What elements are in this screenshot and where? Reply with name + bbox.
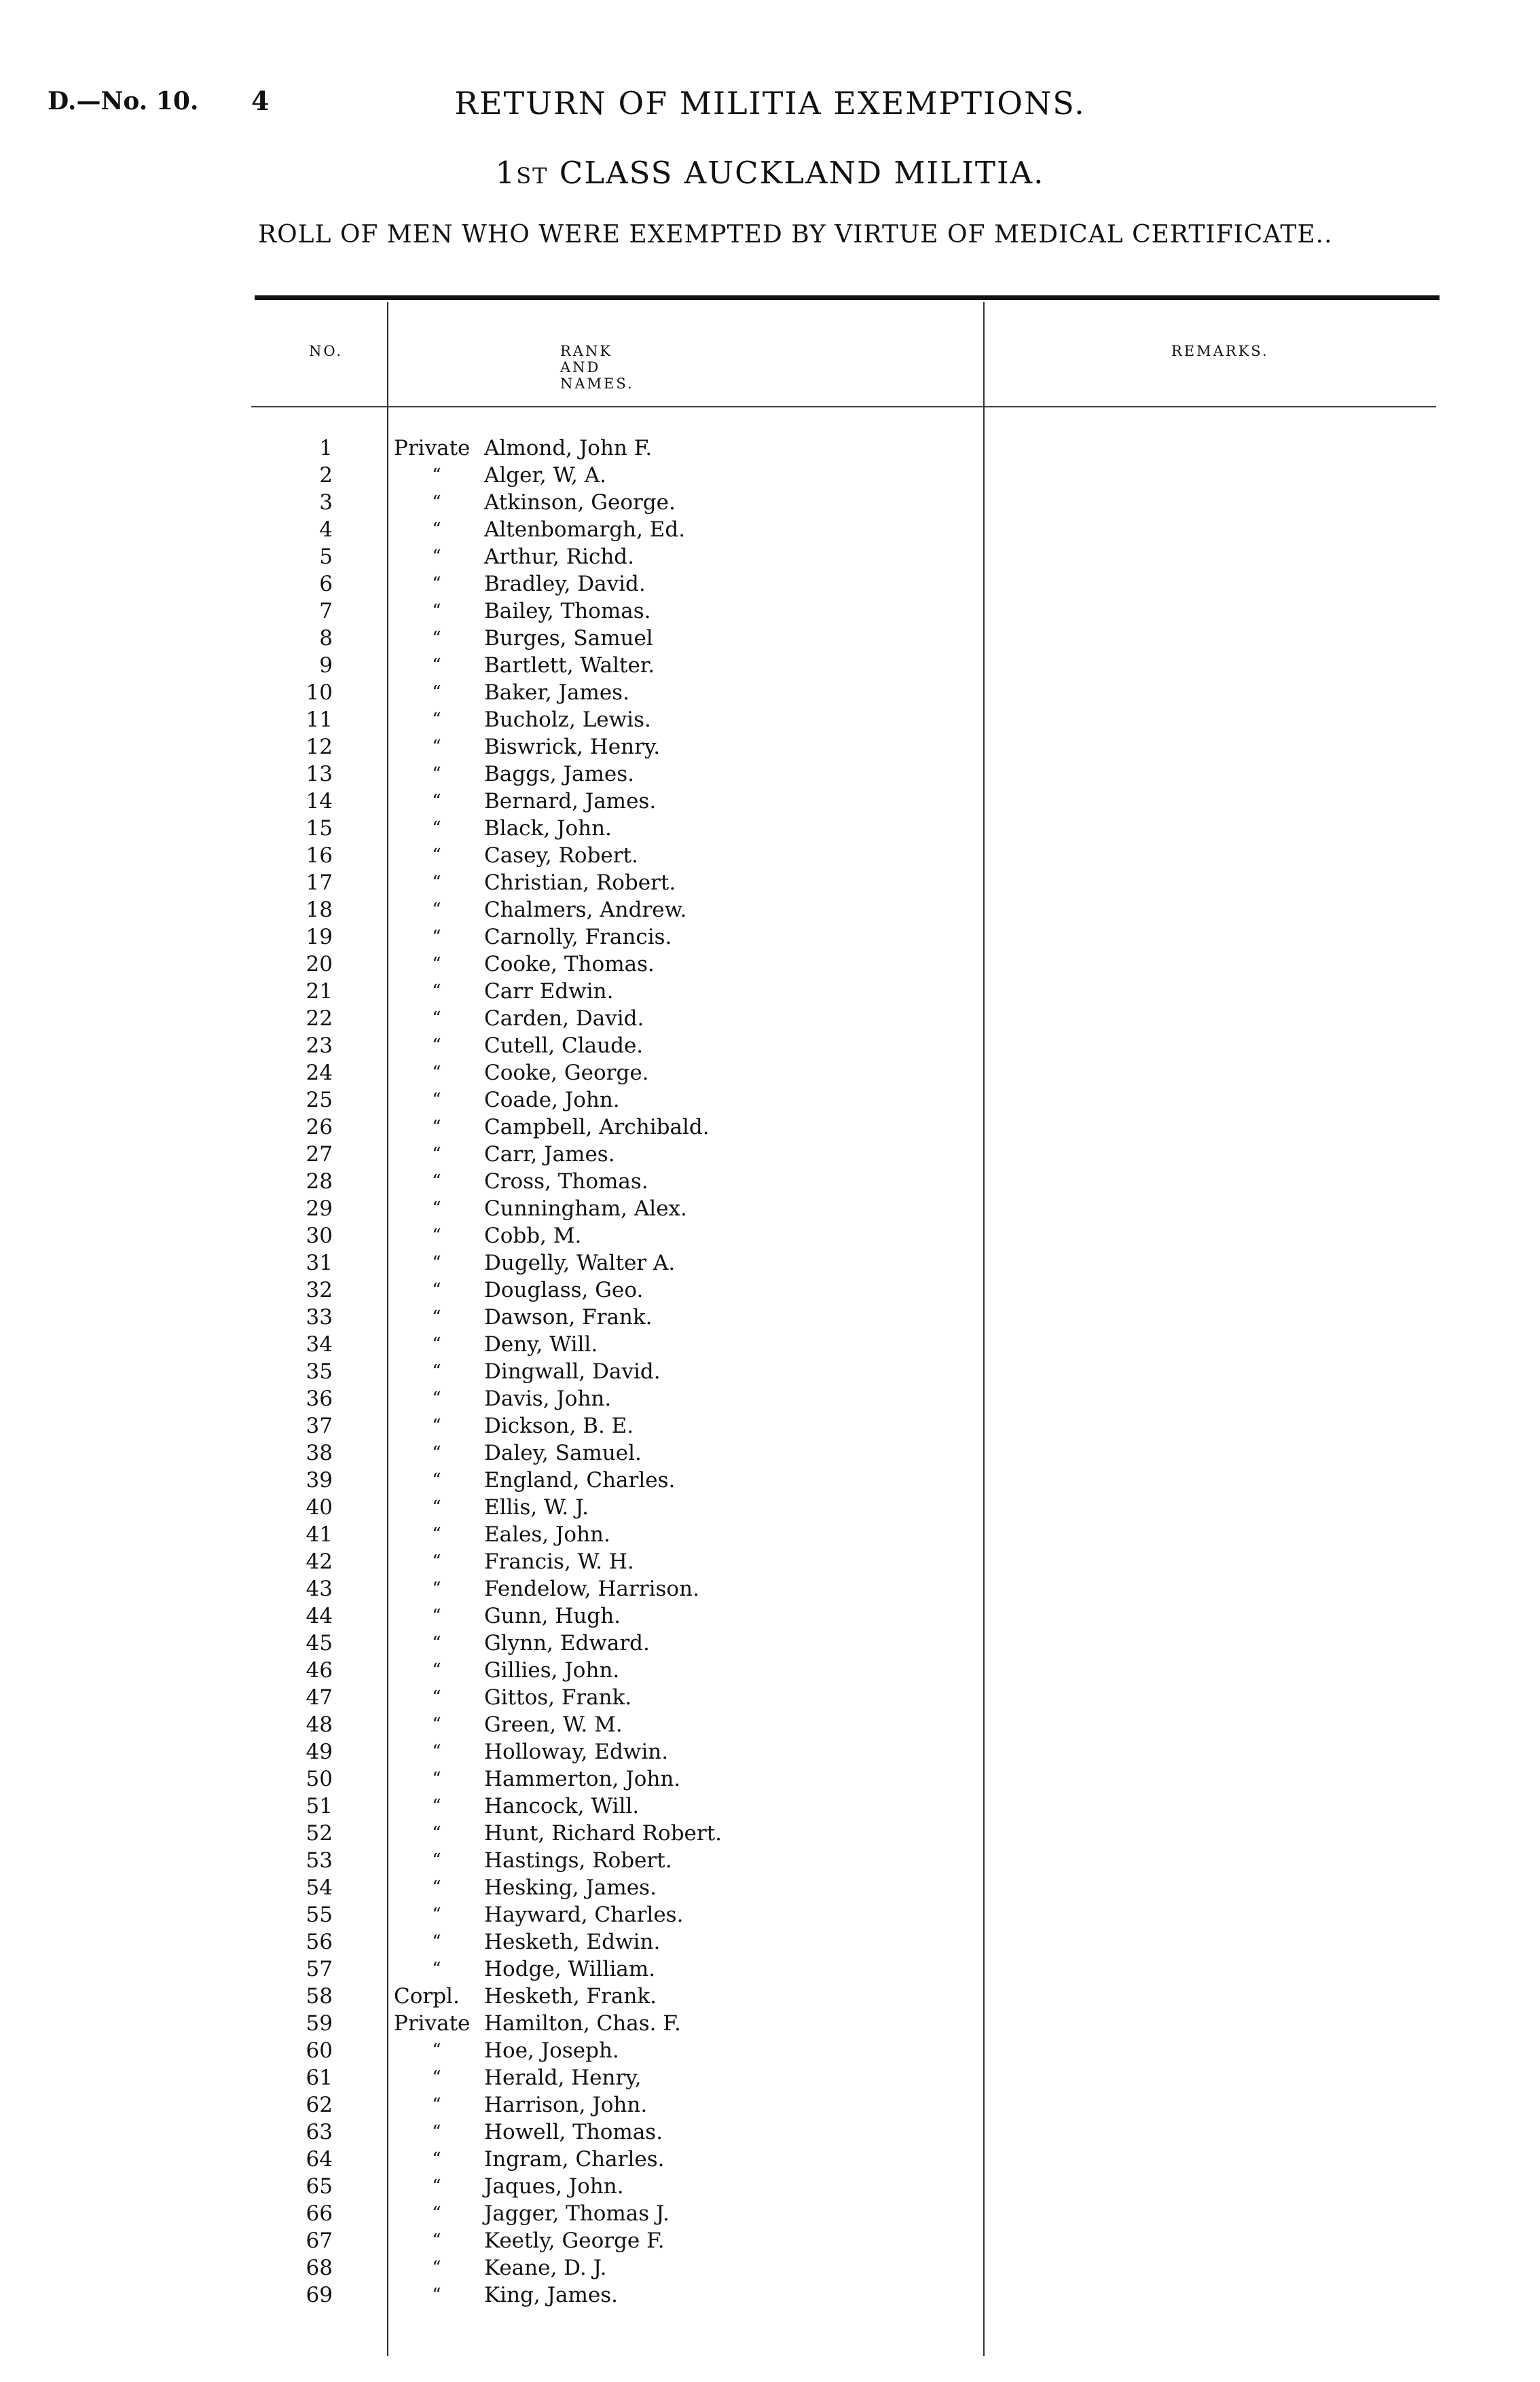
table-row <box>0 2064 1540 2091</box>
row-rank: “ <box>432 1552 441 1572</box>
row-number: 58 <box>306 1984 333 2009</box>
row-number: 60 <box>306 2038 333 2063</box>
row-number: 11 <box>306 708 333 732</box>
row-number: 13 <box>306 762 333 786</box>
roll-table-body <box>0 435 1540 2309</box>
row-name: Gunn, Hugh. <box>484 1604 621 1628</box>
table-row <box>0 1928 1540 1956</box>
table-row <box>0 896 1540 923</box>
row-name: Hastings, Robert. <box>484 1848 672 1873</box>
section-heading: ROLL OF MEN WHO WERE EXEMPTED BY VIRTUE OF MEDICAL CERTIFICATE.. <box>258 221 1333 249</box>
table-row <box>0 1901 1540 1928</box>
page-number: 4 <box>251 86 270 116</box>
table-row <box>0 1793 1540 1820</box>
subtitle-rest: CLASS AUCKLAND MILITIA. <box>548 155 1045 191</box>
row-number: 68 <box>306 2256 333 2280</box>
table-row <box>0 1738 1540 1765</box>
row-name: Jagger, Thomas J. <box>484 2201 670 2226</box>
row-number: 8 <box>319 626 333 651</box>
table-row <box>0 2037 1540 2064</box>
table-row <box>0 788 1540 815</box>
row-rank: “ <box>432 2176 441 2197</box>
row-number: 38 <box>306 1441 333 1465</box>
row-name: Cobb, M. <box>484 1224 582 1248</box>
row-rank: “ <box>432 1307 441 1327</box>
row-rank: “ <box>432 927 441 947</box>
table-row <box>0 1195 1540 1222</box>
table-row <box>0 1304 1540 1331</box>
row-number: 52 <box>306 1821 333 1846</box>
row-name: Hunt, Richard Robert. <box>484 1821 722 1846</box>
table-row <box>0 1249 1540 1277</box>
table-row <box>0 489 1540 516</box>
row-number: 48 <box>306 1712 333 1737</box>
row-name: Hammerton, John. <box>484 1767 681 1791</box>
document-subtitle <box>0 155 1540 191</box>
table-row <box>0 706 1540 733</box>
row-name: Gittos, Frank. <box>484 1685 632 1710</box>
row-rank: “ <box>432 1063 441 1083</box>
row-rank: “ <box>432 1036 441 1056</box>
table-row <box>0 1032 1540 1059</box>
row-rank: “ <box>432 1253 441 1273</box>
row-number: 42 <box>306 1550 333 1574</box>
table-top-rule <box>255 295 1440 300</box>
row-rank: “ <box>432 1850 441 1871</box>
row-name: Hayward, Charles. <box>484 1903 684 1927</box>
table-row <box>0 435 1540 462</box>
row-number: 15 <box>306 816 333 841</box>
row-rank: “ <box>432 1715 441 1735</box>
row-number: 69 <box>306 2283 333 2307</box>
row-number: 29 <box>306 1196 333 1221</box>
row-name: Hodge, William. <box>484 1957 656 1981</box>
row-rank: “ <box>432 492 441 513</box>
row-name: Cooke, Thomas. <box>484 952 655 976</box>
row-rank: “ <box>432 547 441 567</box>
row-rank: Private <box>394 436 471 460</box>
row-name: Alger, W, A. <box>484 463 607 488</box>
row-rank: “ <box>432 2068 441 2088</box>
row-rank: “ <box>432 1633 441 1653</box>
row-number: 26 <box>306 1115 333 1139</box>
row-rank: “ <box>432 1171 441 1192</box>
row-rank: “ <box>432 1932 441 1952</box>
row-number: 7 <box>319 599 333 623</box>
row-name: Howell, Thomas. <box>484 2120 663 2144</box>
row-name: Davis, John. <box>484 1387 612 1411</box>
table-row <box>0 1711 1540 1738</box>
row-rank: “ <box>432 1117 441 1137</box>
table-row <box>0 1331 1540 1358</box>
table-row <box>0 652 1540 679</box>
row-name: Hesking, James. <box>484 1875 657 1900</box>
row-name: Almond, John F. <box>484 436 653 460</box>
row-number: 61 <box>306 2066 333 2090</box>
row-name: Coade, John. <box>484 1088 620 1112</box>
row-number: 46 <box>306 1658 333 1683</box>
row-number: 5 <box>319 545 333 569</box>
row-number: 28 <box>306 1169 333 1194</box>
row-name: Deny, Will. <box>484 1332 598 1357</box>
row-rank: “ <box>432 1606 441 1626</box>
row-number: 49 <box>306 1740 333 1764</box>
table-row <box>0 869 1540 896</box>
row-number: 67 <box>306 2229 333 2253</box>
row-rank: “ <box>432 655 441 676</box>
row-rank: “ <box>432 2258 441 2278</box>
row-rank: “ <box>432 1443 441 1463</box>
row-number: 24 <box>306 1061 333 1085</box>
row-name: Cutell, Claude. <box>484 1033 644 1058</box>
row-number: 65 <box>306 2174 333 2199</box>
row-rank: “ <box>432 1008 441 1029</box>
row-rank: “ <box>432 2149 441 2169</box>
table-row <box>0 978 1540 1005</box>
row-name: Cooke, George. <box>484 1061 649 1085</box>
row-name: Bernard, James. <box>484 789 657 813</box>
row-name: Eales, John. <box>484 1522 610 1547</box>
row-rank: “ <box>432 791 441 811</box>
row-rank: “ <box>432 1579 441 1599</box>
row-rank: “ <box>432 2285 441 2305</box>
row-name: Carr Edwin. <box>484 979 614 1004</box>
row-name: Hesketh, Frank. <box>484 1984 657 2009</box>
row-rank: “ <box>432 1389 441 1409</box>
row-number: 56 <box>306 1930 333 1954</box>
row-number: 25 <box>306 1088 333 1112</box>
row-rank: “ <box>432 628 441 648</box>
row-rank: “ <box>432 1823 441 1844</box>
row-number: 66 <box>306 2201 333 2226</box>
table-row <box>0 2200 1540 2227</box>
row-rank: “ <box>432 2122 441 2142</box>
row-number: 12 <box>306 735 333 759</box>
table-row <box>0 1385 1540 1412</box>
row-number: 33 <box>306 1305 333 1330</box>
row-name: Hoe, Joseph. <box>484 2038 619 2063</box>
row-number: 43 <box>306 1577 333 1601</box>
row-rank: “ <box>432 1742 441 1762</box>
table-row <box>0 1086 1540 1114</box>
table-row <box>0 951 1540 978</box>
row-name: Burges, Samuel <box>484 626 653 651</box>
row-number: 20 <box>306 952 333 976</box>
row-rank: “ <box>432 465 441 485</box>
table-row <box>0 1684 1540 1711</box>
table-row <box>0 2173 1540 2200</box>
row-name: Campbell, Archibald. <box>484 1115 710 1139</box>
table-row <box>0 2254 1540 2282</box>
row-rank: “ <box>432 2040 441 2061</box>
row-name: Holloway, Edwin. <box>484 1740 669 1764</box>
row-rank: “ <box>432 1361 441 1382</box>
row-name: Altenbomargh, Ed. <box>484 517 686 542</box>
row-name: Hancock, Will. <box>484 1794 640 1818</box>
row-name: Harrison, John. <box>484 2093 648 2117</box>
table-row <box>0 1494 1540 1521</box>
table-row <box>0 1575 1540 1602</box>
table-row <box>0 1548 1540 1575</box>
row-rank: “ <box>432 873 441 893</box>
column-header-no: NO. <box>309 343 344 359</box>
row-name: Daley, Samuel. <box>484 1441 642 1465</box>
subtitle-prefix: 1 <box>495 155 517 191</box>
table-row <box>0 462 1540 489</box>
row-number: 62 <box>306 2093 333 2117</box>
table-row <box>0 1765 1540 1793</box>
table-row <box>0 2119 1540 2146</box>
row-name: Keane, D. J. <box>484 2256 607 2280</box>
row-name: Gillies, John. <box>484 1658 620 1683</box>
row-name: Glynn, Edward. <box>484 1631 650 1655</box>
row-rank: “ <box>432 1416 441 1436</box>
row-number: 22 <box>306 1006 333 1031</box>
page-id: D.—No. 10. <box>48 87 199 115</box>
row-name: Casey, Robert. <box>484 843 638 868</box>
row-name: Ellis, W. J. <box>484 1495 589 1520</box>
row-name: Cunningham, Alex. <box>484 1196 687 1221</box>
row-number: 45 <box>306 1631 333 1655</box>
subtitle-ordinal: ST <box>516 163 549 189</box>
row-name: Jaques, John. <box>484 2174 624 2199</box>
row-name: Baggs, James. <box>484 762 634 786</box>
row-rank: “ <box>432 1226 441 1246</box>
row-name: Dawson, Frank. <box>484 1305 653 1330</box>
row-rank: “ <box>432 1959 441 1979</box>
row-number: 40 <box>306 1495 333 1520</box>
row-rank: “ <box>432 1769 441 1789</box>
row-name: Arthur, Richd. <box>484 545 634 569</box>
row-name: Herald, Henry, <box>484 2066 642 2090</box>
row-rank: Private <box>394 2011 471 2036</box>
row-number: 27 <box>306 1142 333 1167</box>
table-row <box>0 1141 1540 1168</box>
row-number: 3 <box>319 490 333 515</box>
row-name: Bailey, Thomas. <box>484 599 651 623</box>
row-rank: “ <box>432 601 441 621</box>
row-rank: “ <box>432 1660 441 1681</box>
table-row <box>0 1114 1540 1141</box>
table-row <box>0 1222 1540 1249</box>
row-number: 59 <box>306 2011 333 2036</box>
table-row <box>0 1358 1540 1385</box>
row-number: 39 <box>306 1468 333 1492</box>
row-number: 34 <box>306 1332 333 1357</box>
table-row <box>0 1657 1540 1684</box>
table-row <box>0 2091 1540 2119</box>
row-rank: “ <box>432 2095 441 2115</box>
table-row <box>0 1874 1540 1901</box>
row-number: 41 <box>306 1522 333 1547</box>
row-rank: “ <box>432 1905 441 1925</box>
table-row <box>0 842 1540 869</box>
row-rank: “ <box>432 1470 441 1490</box>
row-name: King, James. <box>484 2283 619 2307</box>
table-row <box>0 815 1540 842</box>
row-rank: “ <box>432 2203 441 2224</box>
row-number: 1 <box>319 436 333 460</box>
table-row <box>0 1630 1540 1657</box>
table-row <box>0 625 1540 652</box>
row-name: Hesketh, Edwin. <box>484 1930 661 1954</box>
row-number: 17 <box>306 871 333 895</box>
row-rank: “ <box>432 845 441 866</box>
table-header-rule <box>251 406 1436 407</box>
table-row <box>0 570 1540 598</box>
row-rank: “ <box>432 1090 441 1110</box>
row-name: Dugelly, Walter A. <box>484 1251 676 1275</box>
row-name: Chalmers, Andrew. <box>484 898 687 922</box>
row-number: 55 <box>306 1903 333 1927</box>
row-number: 47 <box>306 1685 333 1710</box>
row-number: 16 <box>306 843 333 868</box>
table-row <box>0 1956 1540 1983</box>
table-row <box>0 543 1540 570</box>
table-row <box>0 1983 1540 2010</box>
row-rank: “ <box>432 519 441 540</box>
row-rank: “ <box>432 1198 441 1219</box>
row-name: Carden, David. <box>484 1006 644 1031</box>
row-number: 53 <box>306 1848 333 1873</box>
row-number: 21 <box>306 979 333 1004</box>
row-name: Bartlett, Walter. <box>484 653 655 678</box>
row-rank: “ <box>432 1524 441 1545</box>
row-number: 4 <box>319 517 333 542</box>
row-number: 9 <box>319 653 333 678</box>
row-number: 50 <box>306 1767 333 1791</box>
column-header-rank-names: RANK AND NAMES. <box>560 343 634 392</box>
row-rank: “ <box>432 737 441 757</box>
row-number: 32 <box>306 1278 333 1302</box>
row-name: Bradley, David. <box>484 572 646 596</box>
row-name: Francis, W. H. <box>484 1550 634 1574</box>
row-rank: “ <box>432 1687 441 1708</box>
row-number: 19 <box>306 925 333 949</box>
table-row <box>0 598 1540 625</box>
row-number: 23 <box>306 1033 333 1058</box>
row-number: 2 <box>319 463 333 488</box>
row-rank: “ <box>432 764 441 784</box>
row-name: Douglass, Geo. <box>484 1278 644 1302</box>
row-number: 6 <box>319 572 333 596</box>
document-title: RETURN OF MILITIA EXEMPTIONS. <box>454 85 1086 122</box>
row-name: Biswrick, Henry. <box>484 735 661 759</box>
row-rank: “ <box>432 954 441 974</box>
row-rank: “ <box>432 818 441 839</box>
table-row <box>0 1521 1540 1548</box>
row-rank: “ <box>432 2231 441 2251</box>
row-number: 54 <box>306 1875 333 1900</box>
row-rank: “ <box>432 682 441 703</box>
row-name: Green, W. M. <box>484 1712 623 1737</box>
table-row <box>0 761 1540 788</box>
row-name: Cross, Thomas. <box>484 1169 648 1194</box>
row-name: Bucholz, Lewis. <box>484 708 651 732</box>
row-name: Keetly, George F. <box>484 2229 665 2253</box>
row-number: 10 <box>306 680 333 705</box>
row-rank: “ <box>432 1497 441 1518</box>
row-rank: Corpl. <box>394 1984 460 2009</box>
row-rank: “ <box>432 1334 441 1355</box>
row-name: Ingram, Charles. <box>484 2147 665 2172</box>
row-number: 37 <box>306 1414 333 1438</box>
row-number: 63 <box>306 2120 333 2144</box>
row-name: Hamilton, Chas. F. <box>484 2011 681 2036</box>
table-row <box>0 1602 1540 1630</box>
table-row <box>0 1412 1540 1440</box>
row-number: 14 <box>306 789 333 813</box>
row-number: 30 <box>306 1224 333 1248</box>
row-rank: “ <box>432 1144 441 1165</box>
table-row <box>0 516 1540 543</box>
table-row <box>0 1820 1540 1847</box>
table-row <box>0 1005 1540 1032</box>
row-rank: “ <box>432 1877 441 1898</box>
table-row <box>0 679 1540 706</box>
row-name: Fendelow, Harrison. <box>484 1577 699 1601</box>
row-name: England, Charles. <box>484 1468 676 1492</box>
row-name: Atkinson, George. <box>484 490 676 515</box>
row-number: 51 <box>306 1794 333 1818</box>
row-name: Carnolly, Francis. <box>484 925 672 949</box>
row-number: 36 <box>306 1387 333 1411</box>
row-number: 44 <box>306 1604 333 1628</box>
table-row <box>0 1467 1540 1494</box>
row-number: 31 <box>306 1251 333 1275</box>
row-rank: “ <box>432 1280 441 1300</box>
table-row <box>0 1277 1540 1304</box>
column-header-remarks: REMARKS. <box>1171 343 1269 359</box>
table-row <box>0 923 1540 951</box>
row-name: Baker, James. <box>484 680 629 705</box>
table-row <box>0 1847 1540 1874</box>
table-row <box>0 2227 1540 2254</box>
row-rank: “ <box>432 1796 441 1816</box>
row-number: 18 <box>306 898 333 922</box>
row-name: Dickson, B. E. <box>484 1414 634 1438</box>
table-row <box>0 1059 1540 1086</box>
row-name: Black, John. <box>484 816 612 841</box>
row-rank: “ <box>432 981 441 1002</box>
row-name: Christian, Robert. <box>484 871 676 895</box>
table-row <box>0 1440 1540 1467</box>
table-row <box>0 733 1540 761</box>
row-name: Carr, James. <box>484 1142 615 1167</box>
row-rank: “ <box>432 574 441 594</box>
row-number: 64 <box>306 2147 333 2172</box>
table-row <box>0 1168 1540 1195</box>
row-rank: “ <box>432 710 441 730</box>
table-row <box>0 2010 1540 2037</box>
row-name: Dingwall, David. <box>484 1359 661 1384</box>
row-number: 35 <box>306 1359 333 1384</box>
table-row <box>0 2146 1540 2173</box>
table-row <box>0 2282 1540 2309</box>
row-rank: “ <box>432 900 441 920</box>
row-number: 57 <box>306 1957 333 1981</box>
